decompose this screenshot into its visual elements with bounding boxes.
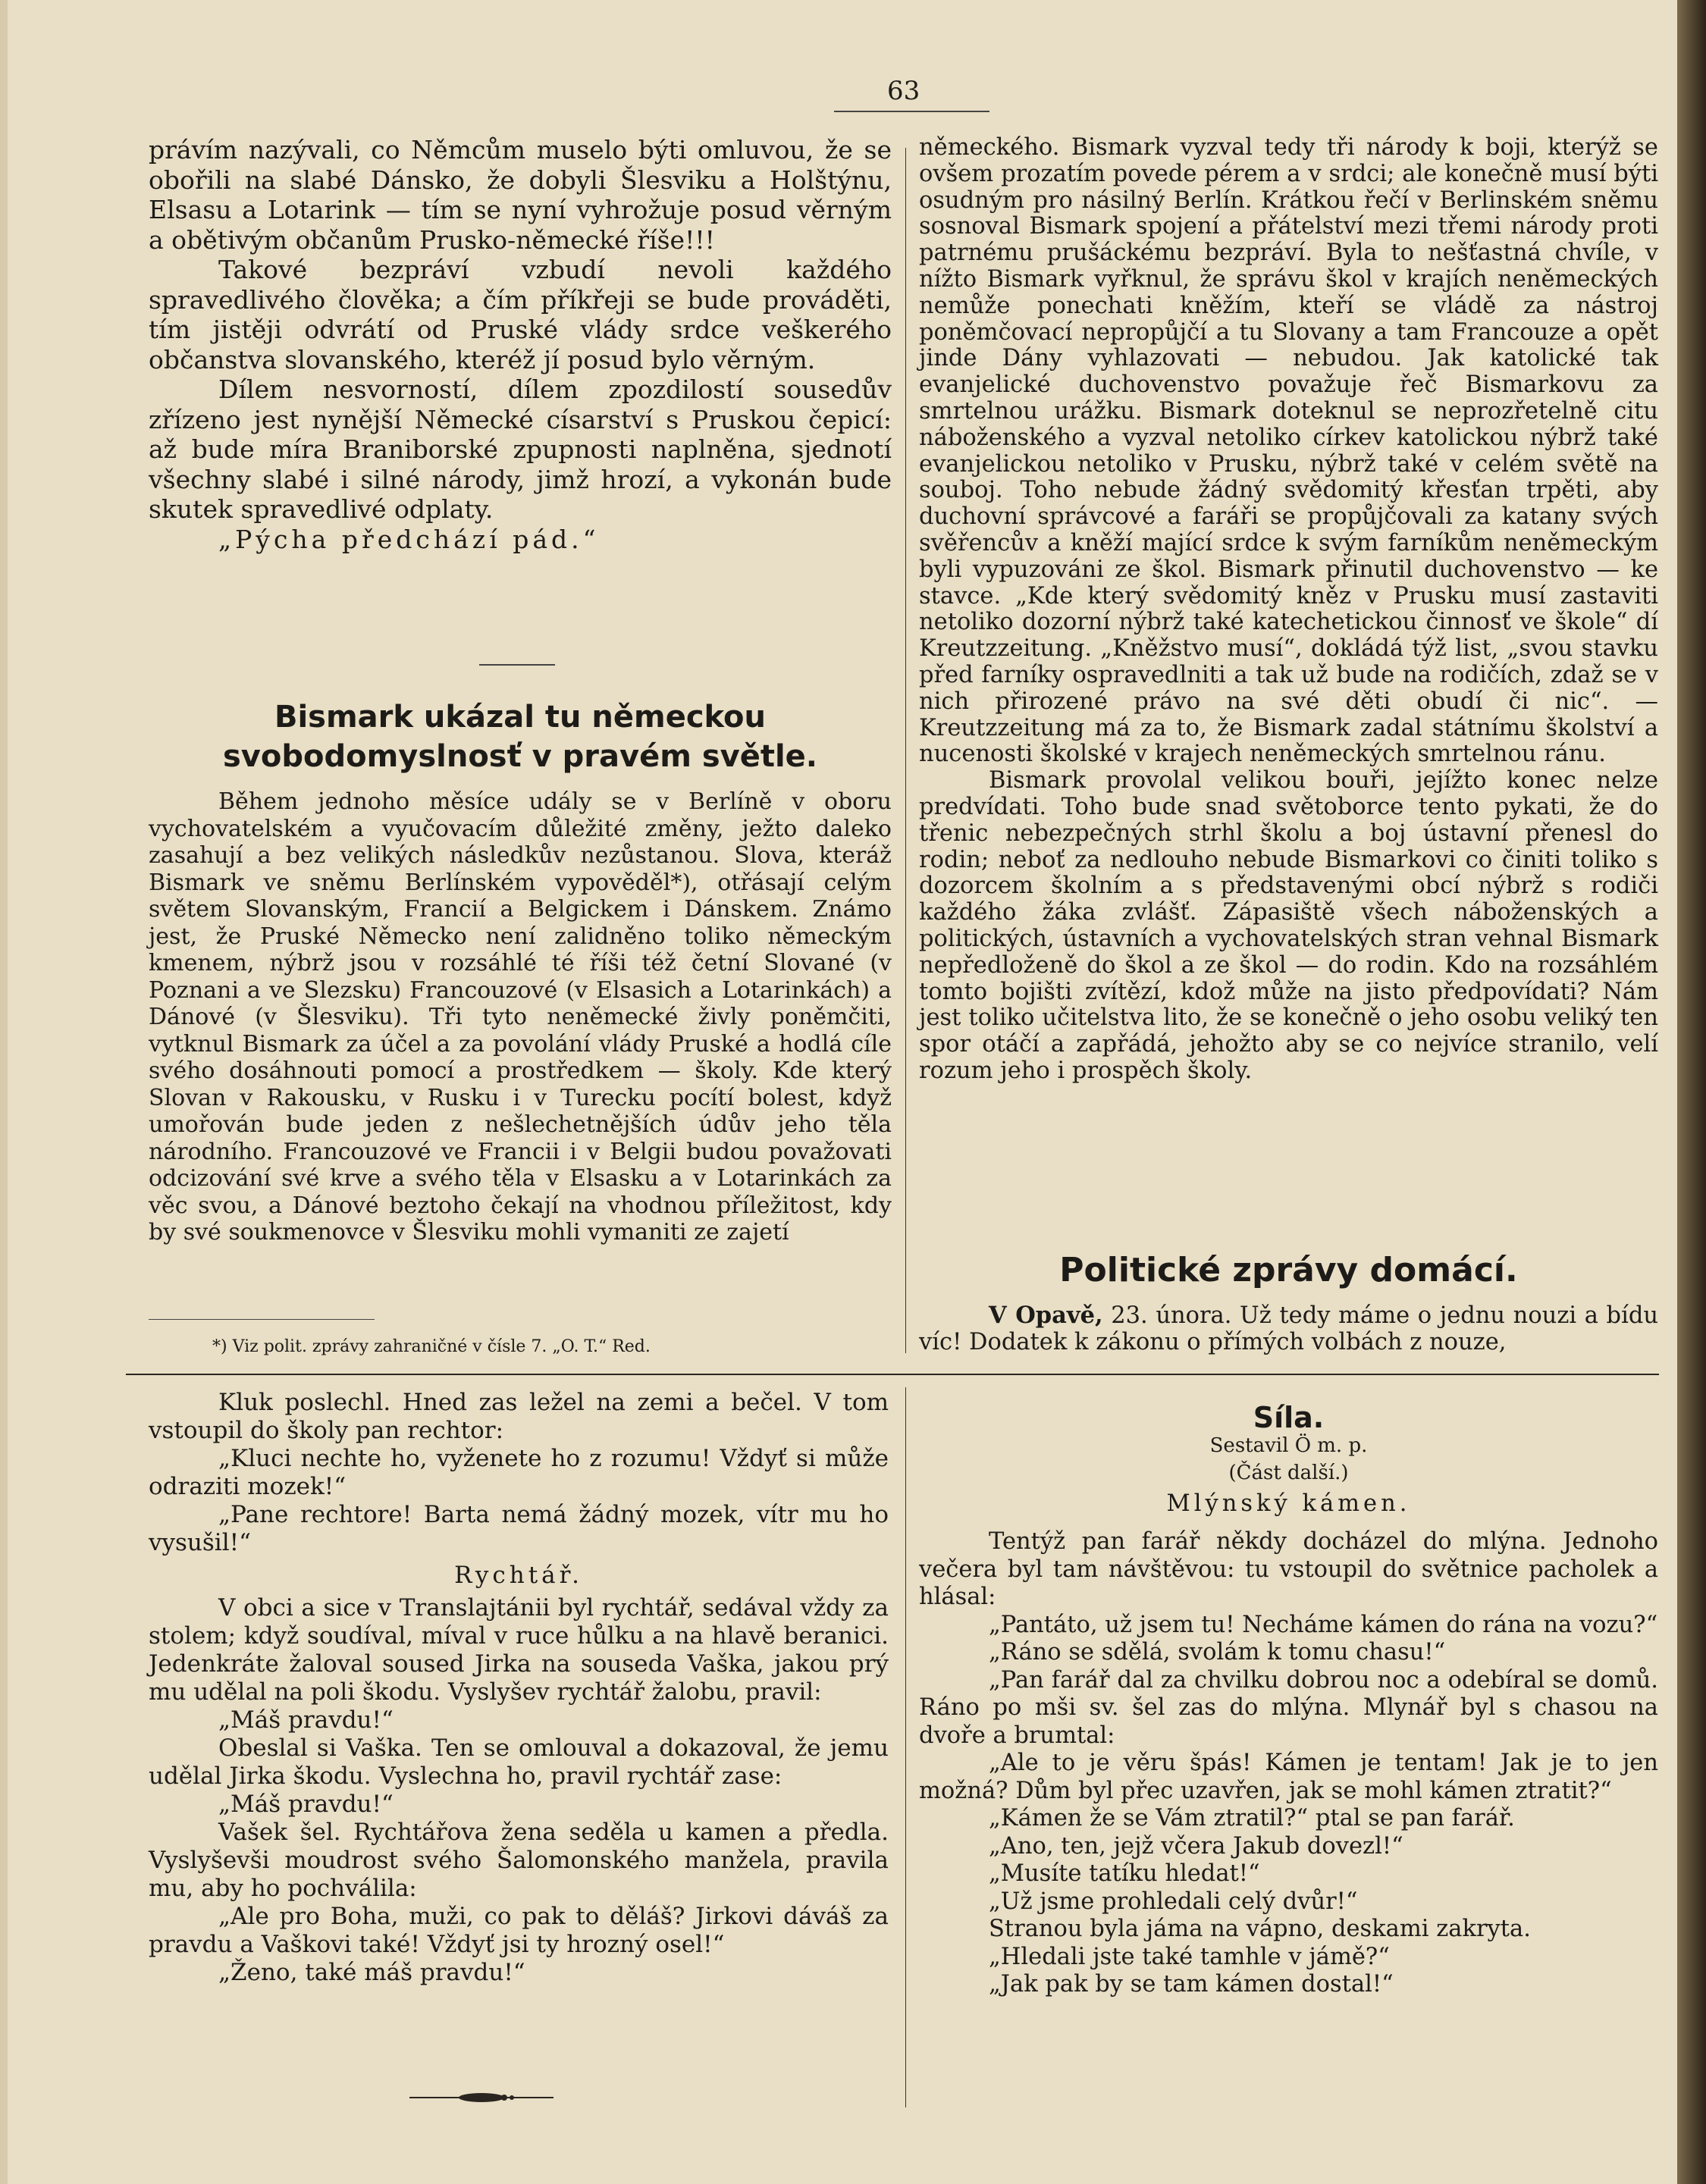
paragraph: Obeslal si Vaška. Ten se omlouval a dokazoval, že jemu udělal Jirka škodu. Vyslechna ho, pravil rychtář zase: — [149, 1734, 889, 1790]
page-number-rule — [834, 111, 989, 112]
column-divider-bottom — [905, 1387, 906, 2107]
paragraph: Bismark provolal velikou bouři, jejížto konec nelze predvídati. Toho bude snad světoborce tento pykati, že do třenic nebezpečných strhl školu a boj ústavní přenesl do rodin; neboť za nedlouho nebude Bismarkovi co činiti toliko s dozorcem školním a s představenými obcí nýbrž s rodiči každého žáka zvlášť. Zápasiště všech náboženských a politických, ústavních a vychovatelských stran vehnal Bismark nepředloženě do škol a ze škol — do rodin. Kdo na rozsáhlém tomto bojišti zvítězí, kdož může na jisto předpovídati? Nám jest toliko učitelstva lito, že se konečně o jeho osobu veliký ten spor otáčí a zapřádá, jehožto aby se co nejvíce stranilo, velí rozum jeho i prospěch školy. — [919, 767, 1658, 1084]
dateline: V Opavě, — [989, 1302, 1103, 1329]
paragraph: „Ano, ten, jejž včera Jakub dovezl!“ — [989, 1832, 1403, 1860]
paragraph: Dílem nesvorností, dílem zpozdilostí sousedův zřízeno jest nynější Německé císarství s Pruskou čepicí: až bude míra Braniborské zpupnosti naplněna, sjednotí všechny slabé i silné národy, jimž hrozí, a vykonán bude skutek spravedlivé odplaty. — [149, 374, 892, 524]
column-right-news — [919, 1302, 1658, 1356]
paragraph: „Máš pravdu!“ — [218, 1791, 394, 1818]
paragraph: „Máš pravdu!“ — [218, 1706, 394, 1734]
paragraph: „Ale pro Boha, muži, co pak to děláš? Jirkovi dáváš za pravdu a Vaškovi také! Vždyť jsi ty hrozný osel!“ — [149, 1903, 889, 1958]
paragraph: „Musíte tatíku hledat!“ — [989, 1860, 1260, 1887]
paragraph: „Kámen že se Vám ztratil?“ ptal se pan farář. — [989, 1805, 1515, 1831]
page-number: 63 — [887, 76, 920, 106]
column-left-article-end — [149, 135, 892, 554]
paragraph: „Ženo, také máš pravdu!“ — [218, 1959, 525, 1986]
binding-edge — [1677, 0, 1706, 2184]
paragraph: „Pan farář dal za chvilku dobrou noc a odebíral se domů. Ráno po mši sv. šel zas do mlýna. Mlynář byl s chasou na dvoře a brumtal: — [919, 1666, 1658, 1749]
story-title-sila: Síla. — [1253, 1401, 1325, 1434]
column-divider-top — [905, 148, 906, 1353]
footnote: *) Viz polit. zprávy zahraničné v čísle 7. „O. T.“ Red. — [212, 1337, 651, 1356]
paragraph: německého. Bismark vyzval tedy tři národy k boji, kterýž se ovšem prozatím povede pérem a v srdci; ale konečně musí býti osudným pro násilný Berlín. Krátkou řečí v Berlinském sněmu sosnoval Bismark spojení a přátelství mezi třemi národy proti patrnému prušáckému bezpráví. Byla to nešťastná chvíle, v nížto Bismark vyřknul, že správu škol v krajích neněmeckých nemůže ponechati kněžím, kteří se vládě za nástroj poněmčovací nepropůjčí a tu Slovany a tam Francouze a opět jinde Dány vyhlazovati — nebudou. Jak katolické tak evanjelické duchovenstvo považuje řeč Bismarkovu za smrtelnou urážku. Bismark doteknul se neprozřetelně citu náboženského a vyzval netoliko církev katolickou nýbrž také evanjelickou netoliko v Prusku, nýbrž také v celém světě na souboj. Toho nebude žádný svědomitý křesťan trpěti, aby duchovní správcové a faráři se propůjčovali za katany svých svěřencův a kněží mající srdce k svým farníkům neněmeckým byli vypuzováni ze škol. Bismark přinutil duchovenstvo — ke stavce. „Kde který svědomitý kněz v Prusku musí zastaviti netoliko dozorní nýbrž také katechetickou činnosť ve škole“ dí Kreutzzeitung. „Kněžstvo musí“, dokládá týž list, „svou stavku před farníky ospravedlniti a tak už bude na rodičích, zdaž se v nich přirozené právo na své děti obudí či nic“. — Kreutzzeitung má za to, že Bismark zadal státnímu školství a nucenosti školské v krajech neněmeckých smrtelnou ránu. — [919, 134, 1658, 768]
paragraph: „Pantáto, už jsem tu! Necháme kámen do rána na vozu?“ — [989, 1611, 1658, 1638]
paragraph: Tentýž pan farář někdy docházel do mlýna. Jednoho večera byl tam návštěvou: tu vstoupil do světnice pacholek a hlásal: — [919, 1528, 1658, 1610]
paragraph: „Kluci nechte ho, vyženete ho z rozumu! Vždyť si může odraziti mozek!“ — [149, 1445, 889, 1500]
paragraph: Stranou byla jáma na vápno, deskami zakryta. — [989, 1916, 1531, 1942]
paragraph: „Ale to je věru špás! Kámen je tentam! Jak je to jen možná? Dům byl přec uzavřen, jak se mohl kámen ztratit?“ — [919, 1750, 1658, 1804]
story-title-rychtar: Rychtář. — [454, 1562, 583, 1589]
article-end-rule — [479, 664, 555, 666]
continuation-note: (Část další.) — [1228, 1462, 1349, 1484]
paragraph: V obci a sice v Translajtánii byl rychtář, sedával vždy za stolem; když soudíval, míval v ruce hůlku a na hlavě beranici. Jedenkráte žaloval soused Jirka na souseda Vaška, jakou prý mu udělal na poli škodu. Vyslyšev rychtář žalobu, pravil: — [149, 1594, 889, 1706]
column-right-article — [919, 135, 1658, 1085]
paragraph: Během jednoho měsíce udály se v Berlíně v oboru vychovatelském a vyučovacím důležité změny, ježto daleko zasahují a bez velikých následkův nezůstanou. Slova, kteráž Bismark ve sněmu Berlínském vypověděl*), otřásají celým světem Slovanským, Francií a Belgickem i Dánskem. Známo jest, že Pruské Německo není zalidněno toliko německým kmenem, nýbrž jsou v rozsáhlé té říši též četní Slované (v Poznani a ve Slezsku) Francouzové (v Elsasich a Lotarinkách) a Dánové (v Šlesviku). Tři tyto neněmecké živly poněmčiti, vytknul Bismark za účel a za povolání vlády Pruské a hodlá cíle svého dosáhnouti pomocí a prostředkem — školy. Kde který Slovan v Rakousku, v Rusku i v Turecku pocítí bolest, když umořován bude jeden z nešlechetnějších údův jeho těla národního. Francouzové ve Francii i v Belgii budou považovati odcizování své krve a svého těla v Elsasku a v Lotarinkách za věc svou, a Dánové beztoho čekají na vhodnou příležitost, kdy by své soukmenovce v Šlesviku mohli vymaniti ze zajetí — [149, 788, 892, 1246]
section-separator — [126, 1374, 1659, 1375]
paragraph: „Už jsme prohledali celý dvůr!“ — [989, 1888, 1358, 1915]
paragraph: Takové bezpráví vzbudí nevoli každého spravedlivého člověka; a čím příkřeji se bude prováděti, tím jistěji odvrátí od Pruské vlády srdce veškerého občanstva slovanského, kteréž jí posud bylo věrným. — [149, 255, 892, 374]
page-left-edge — [0, 0, 8, 2184]
paragraph: Vašek šel. Rychtářova žena seděla u kamen a předla. Vyslyševši moudrost svého Šalomonského manžela, pravila mu, aby ho pochválila: — [149, 1819, 889, 1902]
column-bottom-right-sila — [919, 1401, 1658, 1999]
chapter-title: Mlýnský kámen. — [1166, 1490, 1411, 1517]
ornament-divider — [409, 2092, 554, 2103]
paragraph: Kluk poslechl. Hned zas ležel na zemi a bečel. V tom vstoupil do školy pan rechtor: — [149, 1389, 889, 1444]
column-bottom-left-feuilleton — [149, 1389, 889, 1987]
column-left-bismark-article — [149, 788, 892, 1246]
paragraph: „Ráno se sdělá, svolám k tomu chasu!“ — [989, 1639, 1446, 1665]
paragraph: „Jak pak by se tam kámen dostal!“ — [989, 1971, 1394, 1998]
paragraph: 23. února. Už tedy máme o jednu nouzi a bídu víc! Dodatek k zákonu o přímých volbách z nouze, — [919, 1302, 1658, 1355]
headline-bismark: Bismark ukázal tu německou svobodomyslnosť v pravém světle. — [222, 700, 817, 774]
paragraph: právím nazývali, co Němcům muselo býti omluvou, že se obořili na slabé Dánsko, že dobyli Šlesviku a Holštýnu, Elsasu a Lotarink — tím se nyní vyhrožuje posud věrným a obětivým občanům Prusko-německé říše!!! — [149, 135, 892, 255]
headline-political-news: Politické zprávy domácí. — [1059, 1251, 1518, 1289]
byline: Sestavil Ö m. p. — [1209, 1434, 1368, 1457]
paragraph: „Hledali jste také tamhle v jámě?“ — [989, 1943, 1390, 1970]
footnote-rule — [149, 1319, 375, 1320]
paragraph: „Pane rechtore! Barta nemá žádný mozek, vítr mu ho vysušil!“ — [149, 1501, 889, 1556]
closing-quote: „Pýcha předchází pád.“ — [218, 524, 600, 554]
